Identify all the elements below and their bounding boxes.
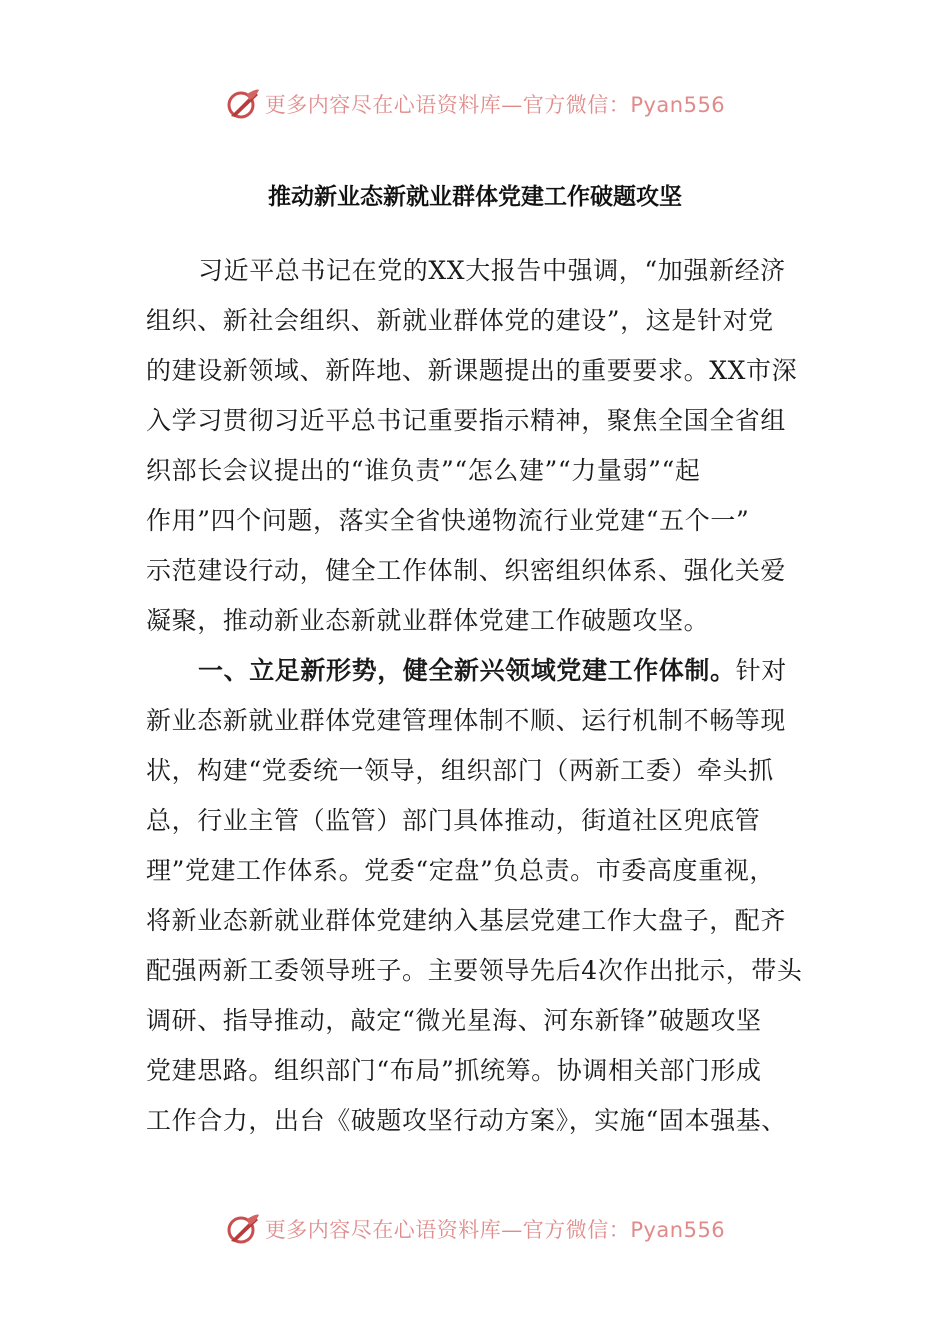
paragraph-line: 作用”四个问题，落实全省快递物流行业党建“五个一” [146,506,750,535]
paragraph-line: 理”党建工作体系。党委“定盘”负总责。市委高度重视， [146,856,775,885]
paragraph-line: 新业态新就业群体党建管理体制不顺、运行机制不畅等现 [146,706,787,735]
paragraph-line: 状，构建“党委统一领导，组织部门（两新工委）牵头抓 [146,756,774,785]
paragraph-text: 针对 [735,656,787,685]
quill-logo-icon [225,86,261,122]
watermark-text: 更多内容尽在心语资料库—官方微信：Pyan556 [264,1218,726,1242]
paragraph-line: 入学习贯彻习近平总书记重要指示精神，聚焦全国全省组 [146,406,787,435]
watermark-text: 更多内容尽在心语资料库—官方微信：Pyan556 [264,93,726,117]
paragraph-line: 调研、指导推动，敲定“微光星海、河东新锋”破题攻坚 [146,1006,762,1035]
paragraph-line: 示范建设行动，健全工作体制、织密组织体系、强化关爱 [146,556,787,585]
watermark-banner-top [0,84,950,124]
paragraph-line: 的建设新领域、新阵地、新课题提出的重要要求。XX市深 [146,356,798,385]
document-body [146,246,826,1146]
quill-logo-icon [225,1211,261,1247]
section-heading-line [146,646,826,696]
section-heading: 一、立足新形势，健全新兴领域党建工作体制。 [198,656,736,685]
paragraph-line: 党建思路。组织部门“布局”抓统筹。协调相关部门形成 [146,1056,762,1085]
paragraph-line: 习近平总书记在党的XX大报告中强调，“加强新经济 [198,256,786,285]
paragraph-line: 工作合力，出台《破题攻坚行动方案》，实施“固本强基、 [146,1106,787,1135]
paragraph-line: 将新业态新就业群体党建纳入基层党建工作大盘子，配齐 [146,906,787,935]
paragraph-line: 组织、新社会组织、新就业群体党的建设”，这是针对党 [146,306,774,335]
paragraph-line: 总，行业主管（监管）部门具体推动，街道社区兜底管 [146,806,761,835]
paragraph-line: 凝聚，推动新业态新就业群体党建工作破题攻坚。 [146,606,710,635]
document-title: 推动新业态新就业群体党建工作破题攻坚 [268,184,682,210]
watermark-banner-bottom [0,1209,950,1249]
paragraph-line: 织部长会议提出的“谁负责”“怎么建”“力量弱”“起 [146,456,701,485]
paragraph-line: 配强两新工委领导班子。主要领导先后4次作出批示，带头 [146,956,803,985]
